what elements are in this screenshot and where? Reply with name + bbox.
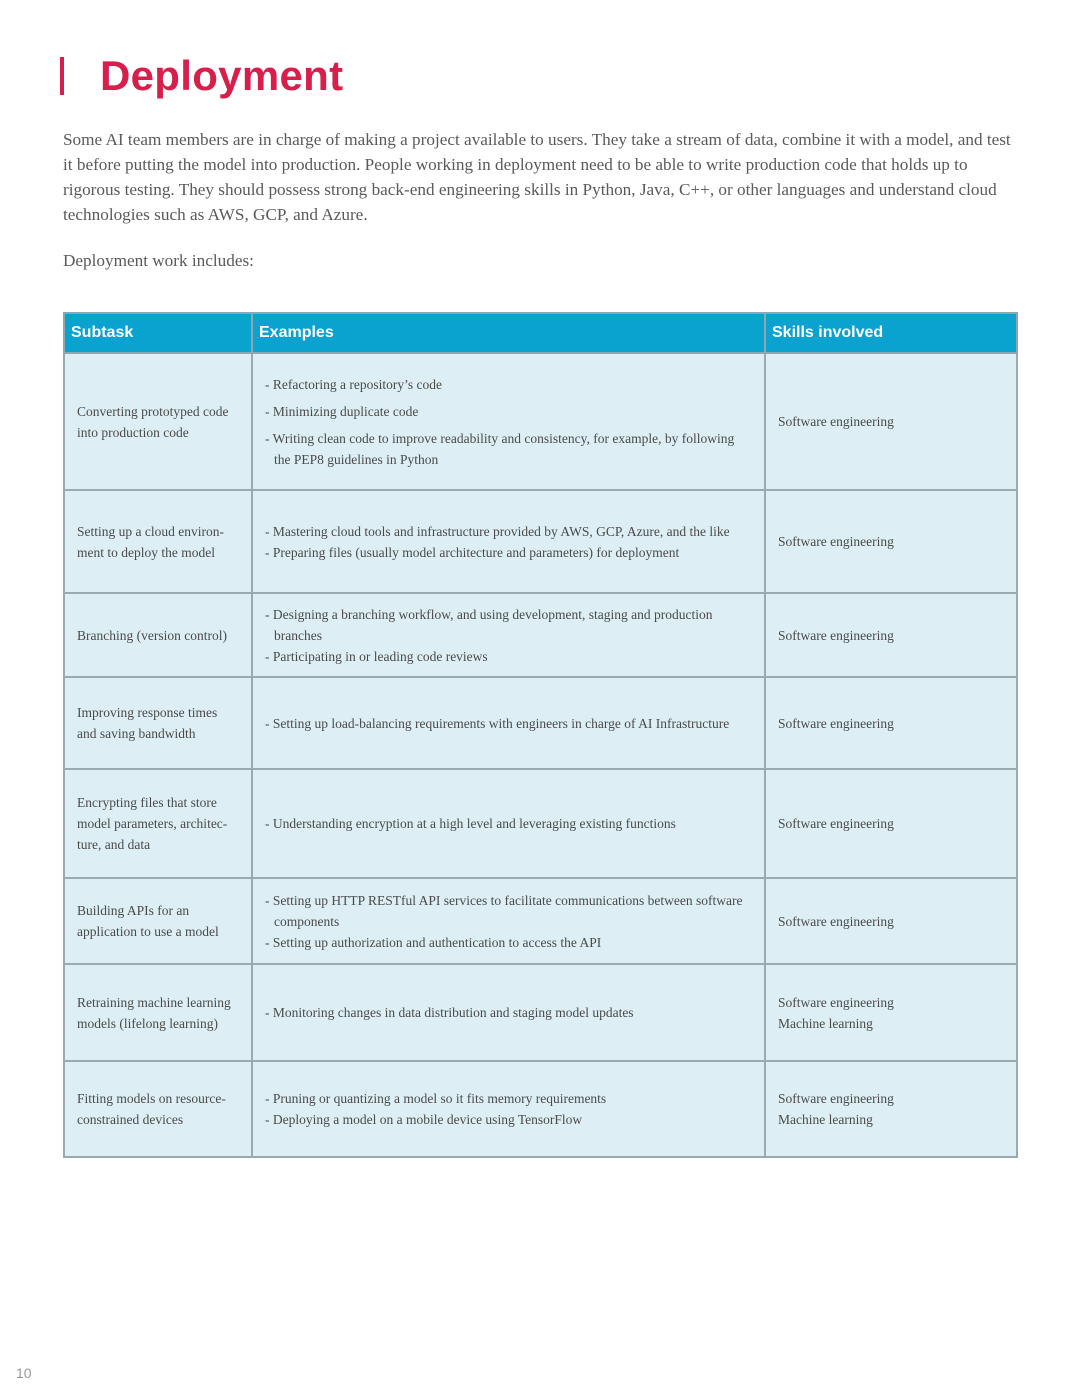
- table-row: [64, 677, 1017, 769]
- table-row: [64, 1061, 1017, 1157]
- example-item: - Participating in or leading code reviews: [265, 648, 488, 664]
- skills-cell: [765, 1061, 1017, 1157]
- skills-cell: [765, 964, 1017, 1061]
- table-row: [64, 769, 1017, 878]
- example-item: - Pruning or quantizing a model so it fits memory requirements: [265, 1091, 607, 1106]
- table-header-row: [64, 313, 1017, 353]
- example-item: - Understanding encryption at a high level and leveraging existing functions: [265, 816, 676, 831]
- example-item: - Monitoring changes in data distribution and staging model updates: [265, 1005, 634, 1020]
- intro-paragraph: Some AI team members are in charge of making a project available to users. They take a stream of data, combine it with a model, and test it before putting the model into production. People working in deployment need to be able to write production code that holds up to rigorous testing. They should possess strong back-end engineering skills in Python, Java, C++, or other languages and understand cloud technologies such as AWS, GCP, and Azure.: [63, 130, 1011, 224]
- subtask-cell: Improving response times and saving bandwidth: [64, 677, 252, 769]
- skill-item: Software engineering: [778, 913, 894, 929]
- example-item: - Mastering cloud tools and infrastructure provided by AWS, GCP, Azure, and the like: [265, 523, 730, 539]
- example-item: - Writing clean code to improve readability and consistency, for example, by following the PEP8 guidelines in Python: [265, 430, 735, 467]
- example-item: - Preparing files (usually model architecture and parameters) for deployment: [265, 544, 680, 560]
- deployment-table: [63, 312, 1018, 1158]
- table-row: [64, 964, 1017, 1061]
- header-examples: Examples: [252, 313, 765, 353]
- skills-cell: [765, 677, 1017, 769]
- skills-cell: [765, 593, 1017, 677]
- example-item: - Refactoring a repository’s code: [265, 376, 442, 392]
- page-title: Deployment: [100, 52, 344, 99]
- skills-cell: [765, 490, 1017, 593]
- skills-cell: [765, 769, 1017, 878]
- table-row: [64, 593, 1017, 677]
- page-heading: [60, 52, 343, 100]
- table-row: [64, 878, 1017, 964]
- lead-text: Deployment work includes:: [63, 251, 254, 270]
- examples-cell: [252, 769, 765, 878]
- skill-item: Software engineering: [778, 715, 894, 731]
- header-subtask: Subtask: [64, 313, 252, 353]
- skill-item: Machine learning: [778, 1015, 873, 1031]
- examples-cell: [252, 593, 765, 677]
- subtask-cell: Encrypting files that store model parameters, architec-ture, and data: [64, 769, 252, 878]
- examples-cell: [252, 878, 765, 964]
- examples-cell: [252, 490, 765, 593]
- skills-cell: [765, 878, 1017, 964]
- example-item: - Setting up HTTP RESTful API services to facilitate communications between software components: [265, 892, 743, 929]
- example-item: - Minimizing duplicate code: [265, 403, 419, 419]
- skill-item: Software engineering: [778, 994, 894, 1010]
- subtask-cell: Branching (version control): [64, 593, 252, 677]
- example-item: - Setting up load-balancing requirements with engineers in charge of AI Infrastructure: [265, 715, 730, 731]
- example-item: - Deploying a model on a mobile device using TensorFlow: [265, 1112, 583, 1127]
- skill-item: Software engineering: [778, 627, 894, 643]
- header-skills: Skills involved: [765, 313, 1017, 353]
- examples-cell: [252, 353, 765, 490]
- page-number: 10: [16, 1365, 32, 1381]
- subtask-cell: Setting up a cloud environ-ment to deploy the model: [64, 490, 252, 593]
- examples-cell: [252, 964, 765, 1061]
- table-row: [64, 353, 1017, 490]
- skill-item: Software engineering: [778, 534, 894, 549]
- subtask-cell: Fitting models on resource-constrained devices: [64, 1061, 252, 1157]
- table-row: [64, 490, 1017, 593]
- subtask-cell: Building APIs for an application to use a model: [64, 878, 252, 964]
- skill-item: Software engineering: [778, 816, 894, 831]
- skill-item: Software engineering: [778, 1091, 894, 1106]
- skills-cell: [765, 353, 1017, 490]
- skill-item: Machine learning: [778, 1112, 873, 1127]
- example-item: - Setting up authorization and authentication to access the API: [265, 934, 602, 950]
- title-accent-bar: [60, 57, 64, 95]
- subtask-cell: Retraining machine learning models (lifelong learning): [64, 964, 252, 1061]
- skill-item: Software engineering: [778, 414, 894, 429]
- examples-cell: [252, 1061, 765, 1157]
- example-item: - Designing a branching workflow, and using development, staging and production branches: [265, 606, 713, 643]
- subtask-cell: Converting prototyped code into production code: [64, 353, 252, 490]
- examples-cell: [252, 677, 765, 769]
